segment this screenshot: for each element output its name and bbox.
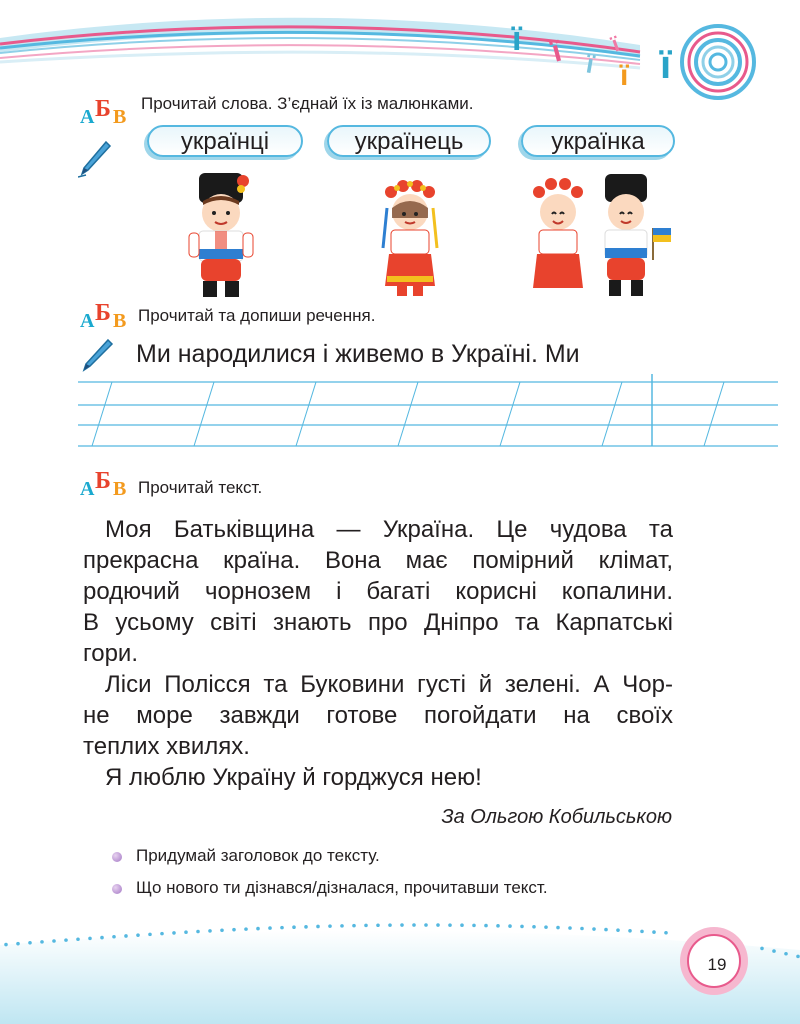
footer-dot [760,947,764,951]
bullet-icon [112,852,122,862]
text-line: В усьому світі знають про Дніпро та Карпатські [83,609,673,636]
footer-dot [436,923,440,927]
footer-dot [472,924,476,928]
footer-dot [664,931,668,935]
text-paragraph-2 [83,669,673,762]
bullet-icon [112,884,122,894]
footer-dot [256,927,260,931]
footer-dot [328,924,332,928]
footer-dot [772,949,776,953]
footer-dot [412,923,416,927]
text-line: Я люблю Україну й горджуся нею! [105,764,482,791]
task-2-title: Прочитай та допиши речення. [138,306,376,325]
question-1: Придумай заголовок до тексту. [136,846,380,865]
footer-dot [208,929,212,933]
abv-icon: А Б В [80,468,127,500]
svg-text:ї: ї [548,34,565,69]
footer-dot [172,931,176,935]
sentence-to-complete: Ми народилися і живемо в Україні. Ми [136,340,580,368]
footer-dot [388,923,392,927]
footer-dot [268,926,272,930]
footer-dot [376,923,380,927]
footer-dot [532,925,536,929]
word-ukraintsi[interactable]: українці [147,125,303,157]
footer-dot [592,927,596,931]
text-paragraph-3 [83,762,673,793]
footer-dot [76,937,80,941]
footer-dot [304,925,308,929]
footer-dot [196,930,200,934]
footer-dot [448,923,452,927]
word-ukrainets[interactable]: українець [327,125,491,157]
footer-dot [616,928,620,932]
footer-dot [796,955,800,959]
letters-decoration [511,20,672,92]
text-line: теплих хвилях. [83,733,250,760]
svg-text:ї: ї [583,48,597,80]
pen-icon [80,338,114,374]
footer-dot [640,930,644,934]
footer-dot [652,930,656,934]
footer-dot [28,941,32,945]
footer-dot [400,923,404,927]
pen-icon [78,140,112,178]
footer-dot [460,923,464,927]
footer-dot [628,929,632,933]
footer-dot [784,952,788,956]
footer-dot [184,930,188,934]
abv-icon: А Б В [80,96,127,128]
footer-dot [220,928,224,932]
task-1-title: Прочитай слова. З’єднай їх із малюнками. [141,94,474,113]
footer-dot [16,942,20,946]
footer-dot [520,925,524,929]
footer-dot [160,932,164,936]
footer-dot [316,925,320,929]
footer-dot [544,925,548,929]
footer-dot [364,924,368,928]
footer-dot [340,924,344,928]
text-line: Моя Батьківщина — Україна. Це чудова та [105,516,673,543]
text-line: прекрасна країна. Вона має помірний клімат, [83,547,673,574]
footer-dot [112,935,116,939]
footer-dot [604,928,608,932]
footer-dot [40,940,44,944]
footer-dot [508,924,512,928]
svg-text:ї: ї [512,20,522,58]
question-2: Що нового ти дізнався/дізналася, прочитавши текст. [136,878,548,897]
footer-dot [136,933,140,937]
text-line: гори. [83,640,138,667]
footer-dot [124,934,128,938]
footer-dot [424,923,428,927]
footer-dot [88,937,92,941]
footer-dot [496,924,500,928]
task-3-title: Прочитай текст. [138,478,263,497]
text-author: За Ольгою Кобильською [441,806,672,828]
footer-dot [52,939,56,943]
footer-dot [292,925,296,929]
spiral-icon [682,26,754,98]
text-paragraph-1 [83,514,673,669]
footer-decoration [0,920,800,1024]
footer-dot [580,927,584,931]
girl-figure [375,178,445,298]
footer-dot [64,938,68,942]
footer-dot [148,933,152,937]
footer-dot [352,924,356,928]
text-line: родючий чорнозем і багаті корисні копалини. [83,578,673,605]
footer-dot [484,924,488,928]
footer-dot [568,926,572,930]
abv-icon: А Б В [80,300,127,332]
footer-dot [4,943,8,947]
footer-dot [556,926,560,930]
svg-text:ї: ї [608,31,623,57]
text-line: Ліси Полісся та Буковини густі й зелені. А Чор- [105,671,673,698]
text-line: не море завжди готове погойдати на своїх [83,702,673,729]
writing-lines[interactable] [78,374,778,450]
word-ukrainka[interactable]: українка [521,125,675,157]
footer-dot [280,926,284,930]
svg-text:ї: ї [620,59,629,92]
page-number: 19 [707,955,727,974]
boy-figure [185,165,265,300]
svg-text:ї: ї [660,43,672,87]
couple-figure [525,170,675,300]
footer-dot [232,928,236,932]
footer-dot [244,927,248,931]
footer-dot [100,936,104,940]
